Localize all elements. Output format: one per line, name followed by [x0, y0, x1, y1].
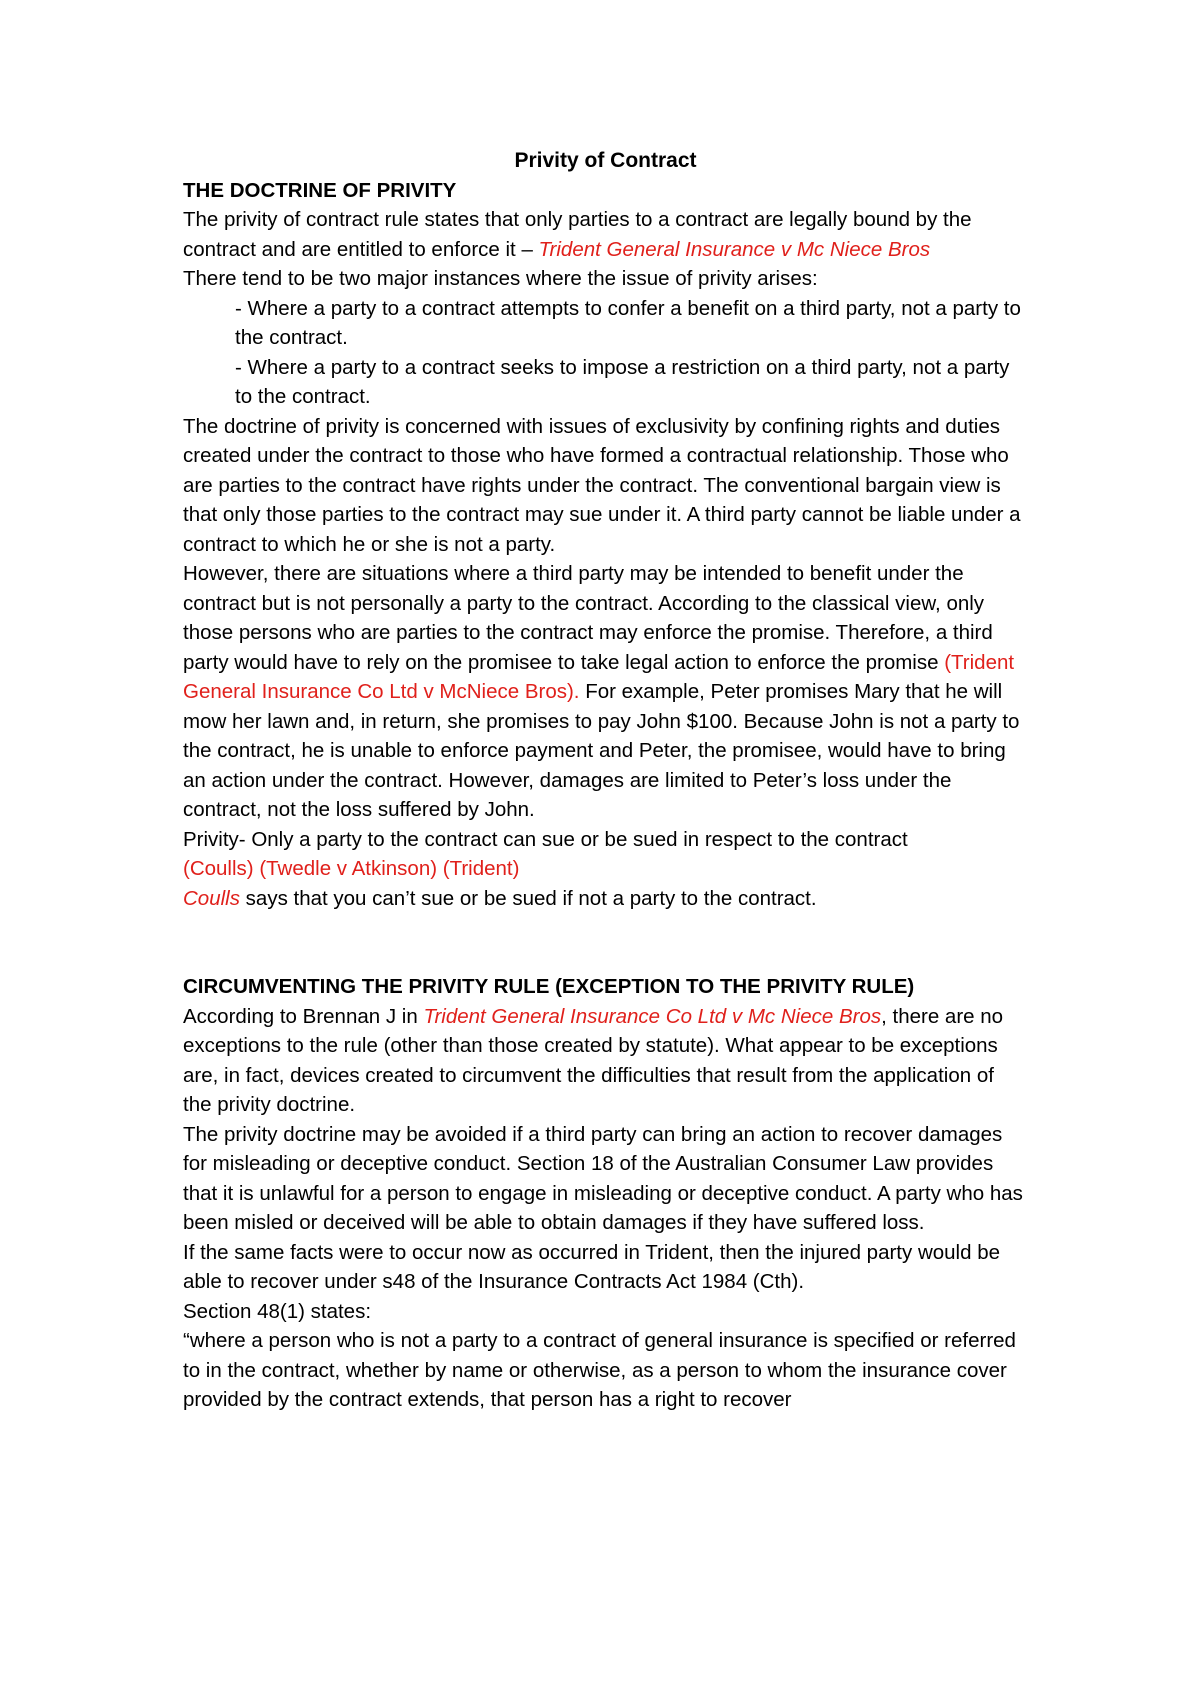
paragraph-text: However, there are situations where a third party may be intended to benefit under the contract but is not personally a party to the contract. According to the classical view, only those persons who are parties to the contract may enforce the promise. Therefore, a third party would have to rely on the promisee to take legal action to enforce the promise: [183, 562, 993, 674]
case-citation: Trident General Insurance v Mc Niece Bros: [538, 237, 931, 261]
paragraph-quote: “where a person who is not a party to a contract of general insurance is specified or referred to in the contract, whether by name or otherwise, as a person to whom the insurance cover provided by the contract extends, that person has a right to recover: [183, 1329, 1016, 1411]
case-citation: Trident General Insurance Co Ltd v Mc Niece Bros: [423, 1004, 882, 1028]
case-citation: (Trident General Insurance Co Ltd v McNiece Bros).: [183, 650, 1015, 703]
section-heading-doctrine: THE DOCTRINE OF PRIVITY: [183, 178, 457, 202]
case-citation: Coulls: [183, 886, 240, 910]
paragraph-privity-rule: [183, 205, 1028, 264]
paragraph-text: According to Brennan J in: [183, 1004, 424, 1028]
paragraph-text: says that you can’t sue or be sued if not a party to the contract.: [239, 886, 817, 910]
list-item: - Where a party to a contract attempts to confer a benefit on a third party, not a party to the contract.: [235, 296, 1021, 349]
paragraph-text: The privity of contract rule states that only parties to a contract are legally bound by the contract and are entitled to enforce it –: [183, 208, 972, 261]
paragraph-two-instances: There tend to be two major instances where the issue of privity arises:: [183, 267, 818, 290]
spacer: [183, 913, 1028, 943]
document-body: [183, 146, 1028, 1415]
paragraph-privity-summary: [183, 825, 1028, 884]
list-item: - Where a party to a contract seeks to impose a restriction on a third party, not a party to the contract.: [235, 355, 1010, 408]
paragraph-brennan: [183, 1002, 1028, 1120]
paragraph-text: Privity- Only a party to the contract can sue or be sued in respect to the contract: [183, 827, 908, 851]
paragraph-text: , there are no exceptions to the rule (other than those created by statute). What appear to be exceptions are, in fact, devices created to circumvent the difficulties that result from the application of the privity doctrine.: [183, 1004, 1004, 1116]
spacer: [183, 943, 1028, 973]
paragraph-coulls: [183, 884, 1028, 914]
paragraph-text: For example, Peter promises Mary that he will mow her lawn and, in return, she promises to pay John $100. Because John is not a party to the contract, he is unable to enforce payment and Peter, the promisee, would have to bring an action under the contract. However, damages are limited to Peter’s loss under the contract, not the loss suffered by John.: [183, 680, 1020, 821]
paragraph-third-party-benefit: [183, 559, 1028, 825]
case-citation: (Coulls) (Twedle v Atkinson) (Trident): [183, 857, 520, 880]
section-heading-circumventing: CIRCUMVENTING THE PRIVITY RULE (EXCEPTION TO THE PRIVITY RULE): [183, 975, 915, 998]
paragraph-misleading-conduct: The privity doctrine may be avoided if a third party can bring an action to recover damages for misleading or deceptive conduct. Section 18 of the Australian Consumer Law provides that it is unlawful for a person to engage in misleading or deceptive conduct. A party who has been misled or deceived will be able to obtain damages if they have suffered loss.: [183, 1122, 1023, 1234]
paragraph-section-48: Section 48(1) states:: [183, 1299, 372, 1323]
paragraph-insurance-act: If the same facts were to occur now as occurred in Trident, then the injured party would be able to recover under s48 of the Insurance Contracts Act 1984 (Cth).: [183, 1240, 1001, 1293]
page-title: Privity of Contract: [514, 149, 697, 172]
paragraph-exclusivity: The doctrine of privity is concerned with issues of exclusivity by confining rights and duties created under the contract to those who have formed a contractual relationship. Those who are parties to the contract have rights under the contract. The conventional bargain view is that only those parties to the contract may sue under it. A third party cannot be liable under a contract to which he or she is not a party.: [183, 414, 1021, 556]
